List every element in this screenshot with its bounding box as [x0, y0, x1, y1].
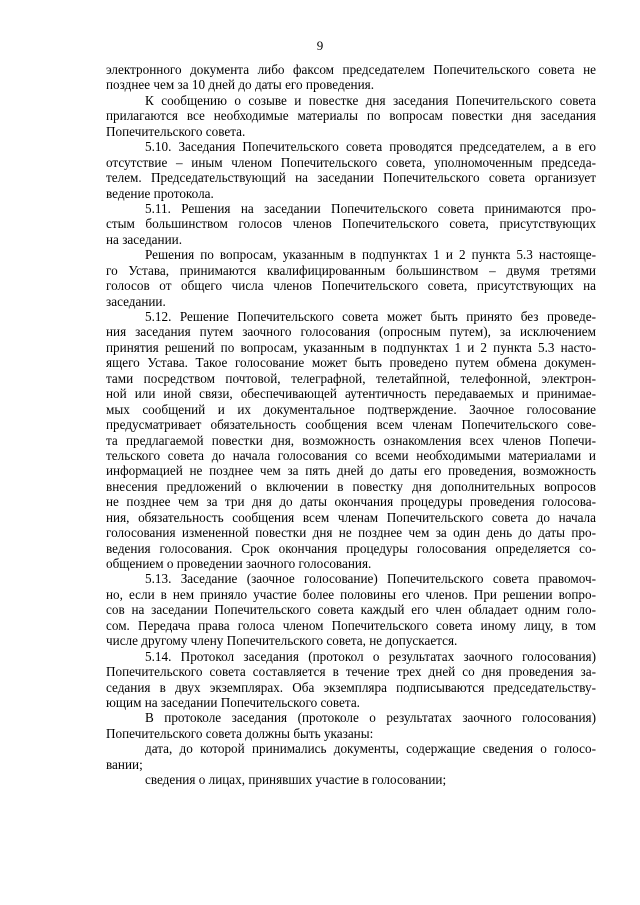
text-line: электронного документа либо факсом председателем Попечительского совета не — [106, 62, 596, 77]
text-line: стым большинством голосов членов Попечительского совета, присутствующих — [106, 216, 596, 232]
text-line: сведения о лицах, принявших участие в голосовании; — [145, 772, 447, 788]
text-line: голосования измененной повестки дня не позднее чем за один день до даты про- — [106, 525, 596, 541]
text-line: 5.13. Заседание (заочное голосование) Попечительского совета правомоч- — [145, 571, 596, 587]
page-number: 9 — [316, 38, 324, 53]
text-line: телем. Председательствующий на заседании Попечительского совета организует — [106, 170, 596, 186]
text-line: ния заседания путем заочного голосования (опросным путем), за исключением — [106, 324, 596, 340]
text-line: не позднее чем за три дня до даты окончания процедуры проведения голосова- — [106, 494, 596, 510]
text-line: 5.11. Решения на заседании Попечительского совета принимаются про- — [145, 200, 596, 216]
text-line: дата, до которой принимались документы, содержащие сведения о голосо- — [145, 741, 596, 757]
text-line: К сообщению о созыве и повестке дня заседания Попечительского совета — [145, 92, 596, 108]
text-line: Попечительского совета составляется в течение трех дней со дня проведения за- — [106, 664, 596, 680]
text-line: сов на заседании Попечительского совета каждый его член обладает одним голо- — [106, 602, 596, 618]
text-line: числе другому члену Попечительского совета, не допускается. — [106, 633, 458, 649]
text-line: принятия решений по вопросам, указанным в подпунктах 1 и 2 пункта 5.3 насто- — [106, 339, 596, 355]
text-line: го Устава, принимаются квалифицированным большинством – двумя третями — [106, 262, 596, 278]
text-line: позднее чем за 10 дней до даты его проведения. — [106, 77, 375, 93]
text-line: 5.12. Решение Попечительского совета может быть принято без проведе- — [145, 309, 596, 324]
text-line: 5.14. Протокол заседания (протокол о результатах заочного голосования) — [145, 648, 596, 664]
text-line: В протоколе заседания (протоколе о результатах заочного голосования) — [145, 710, 596, 726]
text-line: Решения по вопросам, указанным в подпунктах 1 и 2 пункта 5.3 настояще- — [145, 247, 596, 263]
text-line: информацией не позднее чем за пять дней до даты его проведения, возможность — [106, 463, 596, 479]
text-line: та предлагаемой повестки дня, возможность ознакомления всех членов Попечи- — [106, 432, 596, 448]
text-line: сом. Передача права голоса членом Попечительского совета иному лицу, в том — [106, 617, 596, 633]
text-line: Попечительского совета должны быть указаны: — [106, 725, 374, 741]
text-line: прилагаются все необходимые материалы по вопросам повестки дня заседания — [106, 108, 596, 124]
text-line: но, если в нем приняло участие более половины его членов. При решении вопро- — [106, 586, 596, 602]
text-line: внесения предложений о включении в повестку дня дополнительных вопросов — [106, 478, 596, 494]
text-line: тельского совета до начала голосования со всеми необходимыми материалами и — [106, 447, 596, 463]
text-line: вании; — [106, 756, 143, 772]
document-body — [106, 62, 596, 788]
text-line: 5.10. Заседания Попечительского совета проводятся председателем, а в его — [145, 139, 596, 155]
text-line: общением о проведении заочного голосования. — [106, 556, 372, 571]
text-line: голосов от общего числа членов Попечительского совета, присутствующих на — [106, 278, 596, 294]
text-line: ведения голосования. Срок окончания процедуры голосования определяется со- — [106, 540, 596, 556]
text-line: седания в двух экземплярах. Оба экземпляра подписываются председательству- — [106, 679, 596, 695]
text-line: ющим на заседании Попечительского совета. — [106, 694, 360, 710]
text-line: на заседании. — [106, 231, 182, 247]
text-line: ведение протокола. — [106, 185, 214, 201]
text-line: ящего Устава. Такое голосование может быть проведено путем обмена докумен- — [106, 355, 596, 371]
text-line: тами посредством почтовой, телеграфной, телетайпной, телефонной, электрон- — [106, 370, 596, 386]
text-line: Попечительского совета. — [106, 123, 246, 139]
text-line: заседании. — [106, 293, 166, 309]
text-line: ния, обязательность сообщения всем членам Попечительского совета до начала — [106, 509, 596, 525]
text-line: предусматривает обязательность сообщения всем членам Попечительского сове- — [106, 417, 596, 433]
text-line: мых сообщений и их документальное подтверждение. Заочное голосование — [106, 401, 596, 417]
text-line: отсутствие – иным членом Попечительского совета, уполномоченным председа- — [106, 154, 596, 170]
text-line: ной или иной связи, обеспечивающей аутентичность передаваемых и принимае- — [106, 386, 596, 402]
